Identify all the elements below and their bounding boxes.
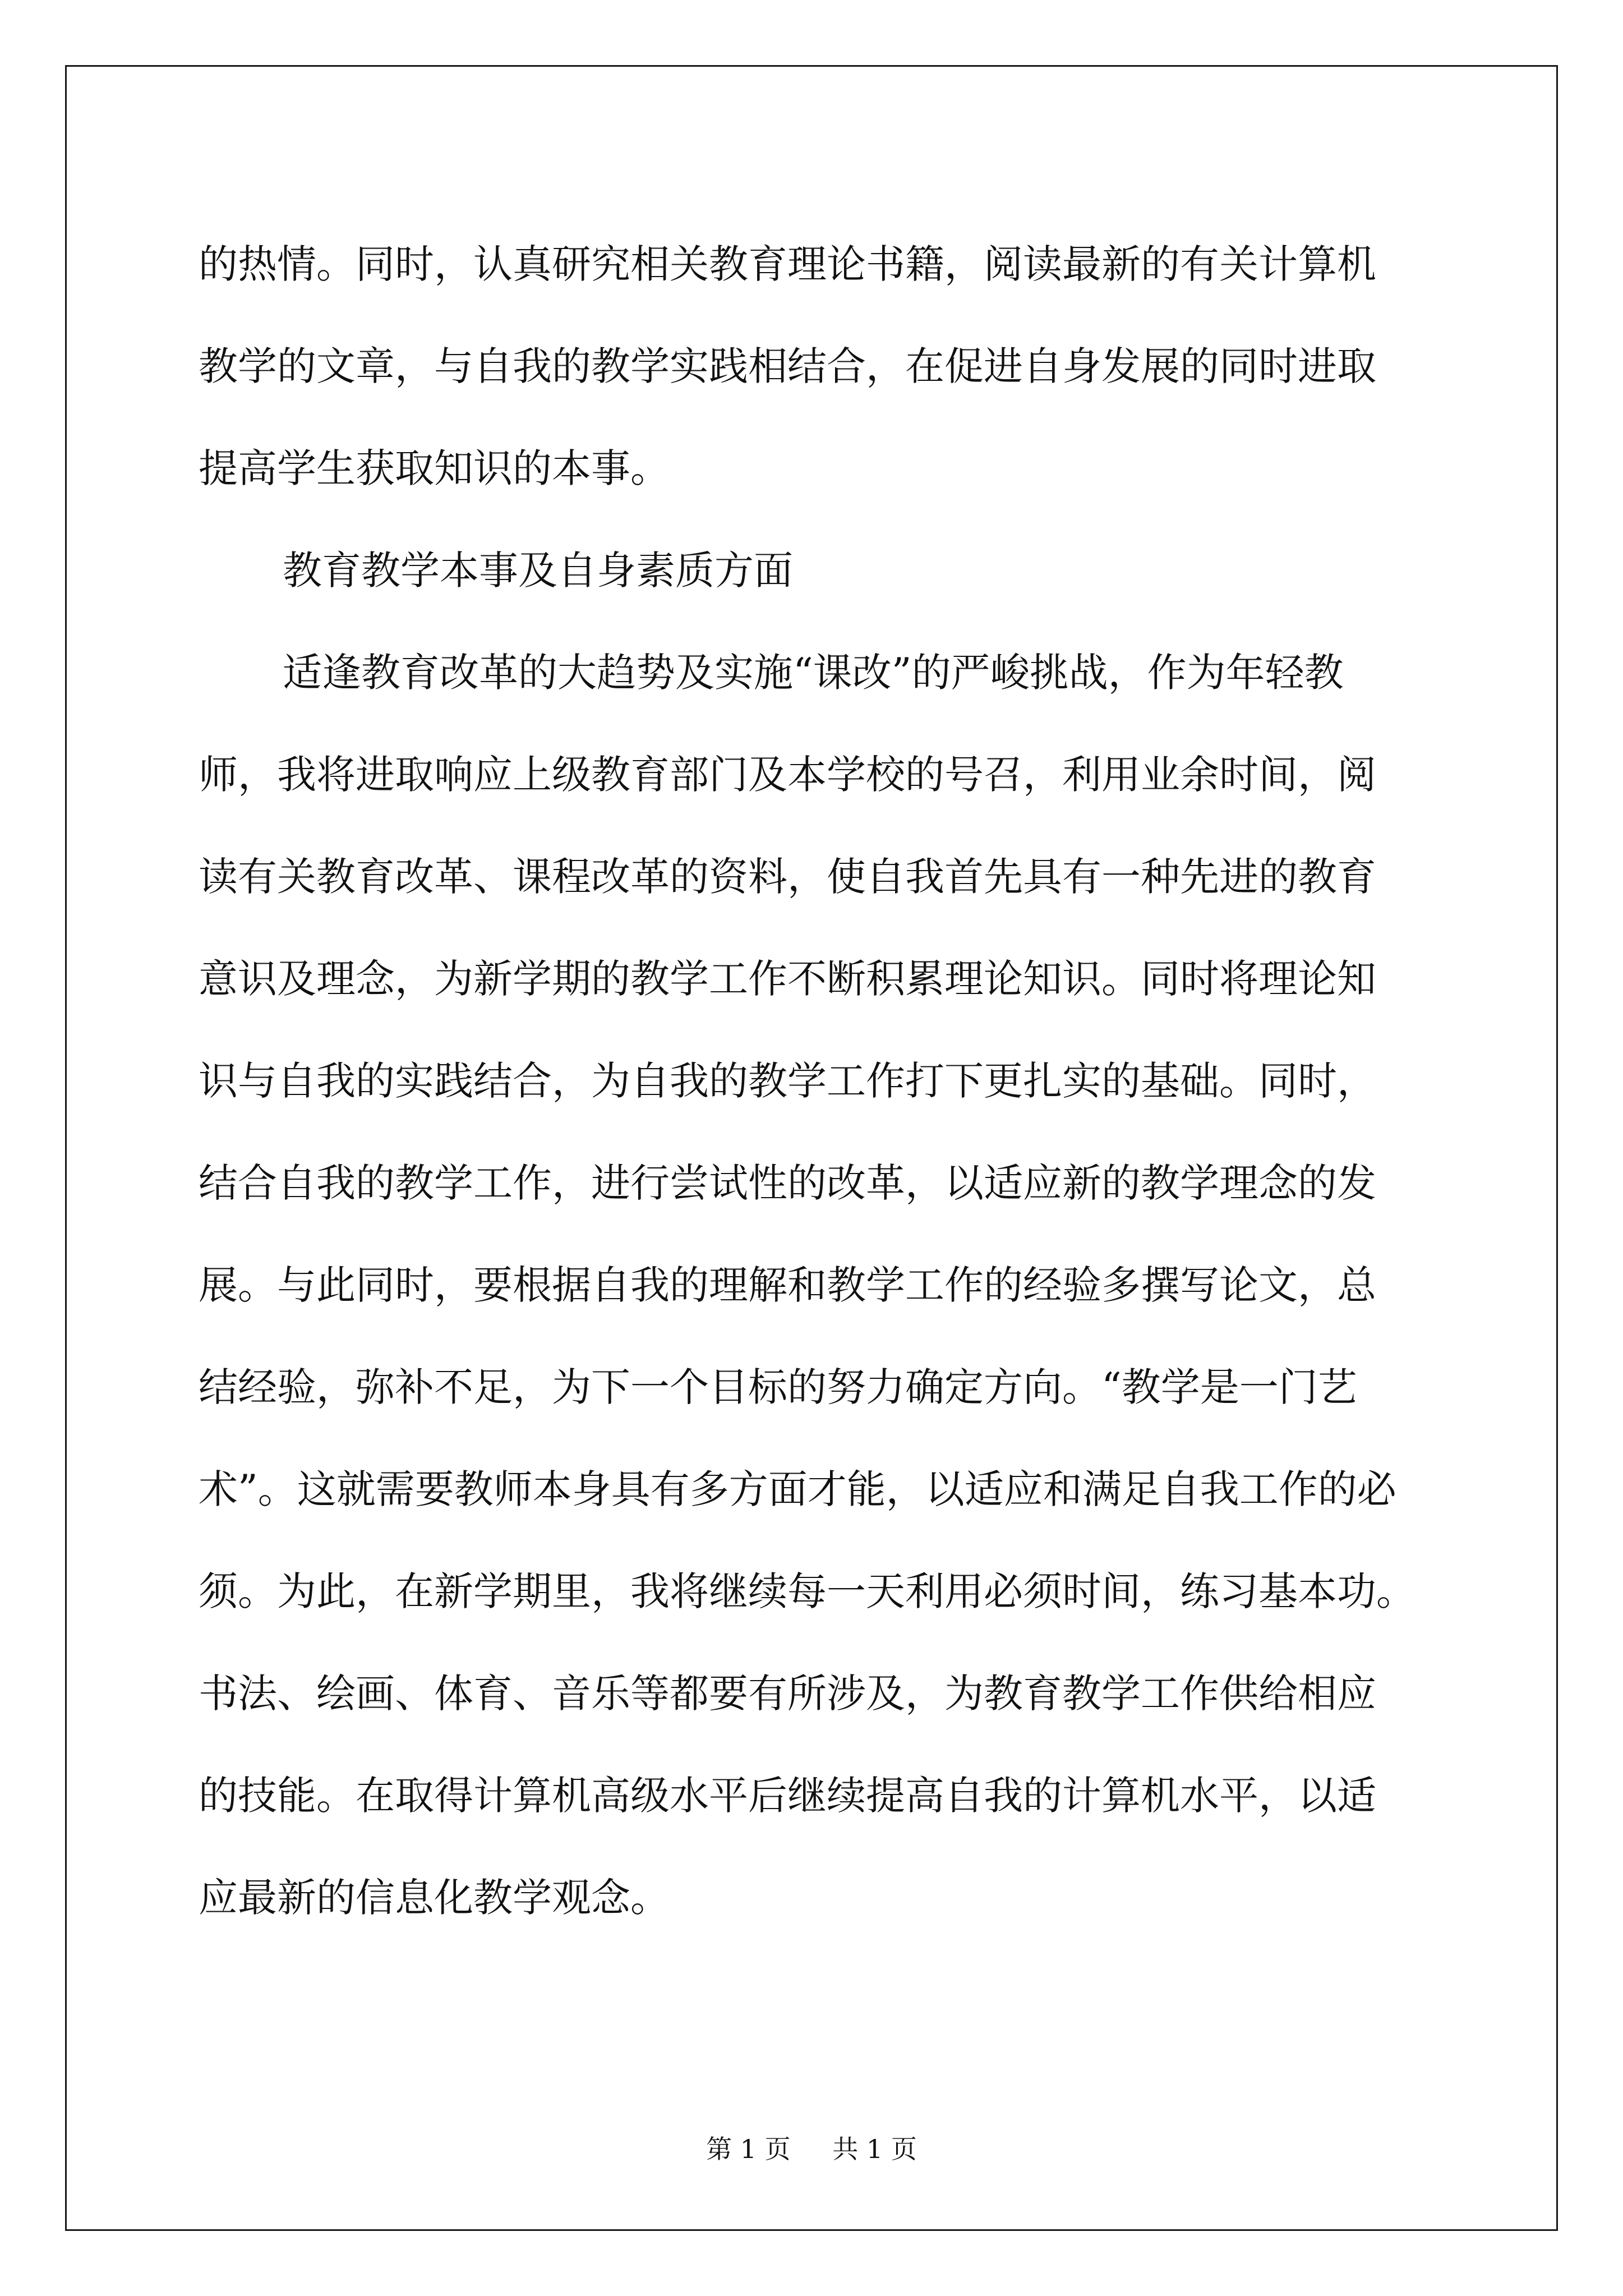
page-footer bbox=[0, 2129, 1623, 2166]
text-line: 须。为此，在新学期里，我将继续每一天利用必须时间，练习基本功。 bbox=[199, 1568, 1415, 1614]
text-line: 术”。这就需要教师本身具有多方面才能，以适应和满足自我工作的必 bbox=[199, 1466, 1396, 1512]
text-line: 结合自我的教学工作，进行尝试性的改革，以适应新的教学理念的发 bbox=[199, 1160, 1376, 1206]
text-line: 应最新的信息化教学观念。 bbox=[199, 1875, 670, 1921]
text-line: 适逢教育改革的大趋势及实施“课改”的严峻挑战，作为年轻教 bbox=[283, 650, 1344, 696]
page-number-total: 共 1 页 bbox=[832, 2134, 917, 2164]
text-line: 读有关教育改革、课程改革的资料，使自我首先具有一种先进的教育 bbox=[199, 854, 1376, 900]
document-body bbox=[199, 213, 1432, 1949]
text-line: 展。与此同时，要根据自我的理解和教学工作的经验多撰写论文，总 bbox=[199, 1262, 1376, 1308]
text-line: 师，我将进取响应上级教育部门及本学校的号召，利用业余时间，阅 bbox=[199, 752, 1376, 798]
text-line: 识与自我的实践结合，为自我的教学工作打下更扎实的基础。同时， bbox=[199, 1058, 1376, 1104]
text-line: 提高学生获取知识的本事。 bbox=[199, 445, 670, 491]
text-line: 书法、绘画、体育、音乐等都要有所涉及，为教育教学工作供给相应 bbox=[199, 1671, 1376, 1717]
text-line: 的技能。在取得计算机高级水平后继续提高自我的计算机水平，以适 bbox=[199, 1773, 1376, 1819]
text-line: 结经验，弥补不足，为下一个目标的努力确定方向。“教学是一门艺 bbox=[199, 1364, 1357, 1410]
text-line: 的热情。同时，认真研究相关教育理论书籍，阅读最新的有关计算机 bbox=[199, 241, 1376, 287]
text-line: 意识及理念，为新学期的教学工作不断积累理论知识。同时将理论知 bbox=[199, 956, 1376, 1002]
page-number-current: 第 1 页 bbox=[706, 2134, 791, 2164]
section-heading: 教育教学本事及自身素质方面 bbox=[283, 547, 793, 593]
text-line: 教学的文章，与自我的教学实践相结合，在促进自身发展的同时进取 bbox=[199, 343, 1376, 389]
